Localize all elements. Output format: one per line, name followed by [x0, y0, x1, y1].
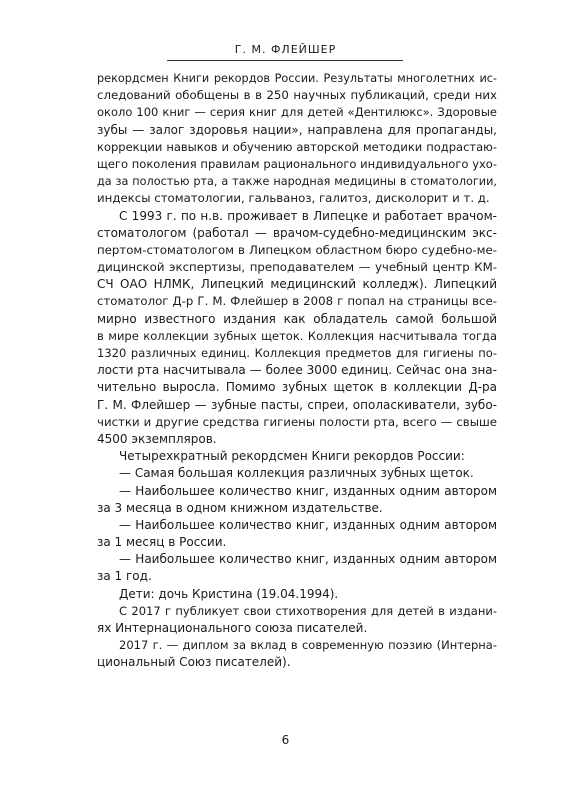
page-body-text: [97, 70, 497, 672]
page-number: 6: [281, 733, 290, 747]
text-line: С 1993 г. по н.в. проживает в Липецке и работает врачом-: [119, 208, 497, 223]
text-line: коррекции навыков и обучению авторской методики подрастаю-: [97, 139, 497, 154]
text-line: С 2017 г публикует свои стихотворения для детей в издани-: [119, 603, 497, 618]
text-line: мирно известного издания как обладатель самой большой: [97, 311, 497, 326]
text-line: чительно выросла. Помимо зубных щеток в коллекции Д-ра: [97, 380, 497, 395]
text-line: пертом-стоматологом в Липецком областном бюро судебно-ме-: [97, 242, 497, 257]
text-line: — Самая большая коллекция различных зубных щеток.: [119, 466, 474, 481]
text-line: следований обобщены в в 250 научных публикаций, среди них: [97, 88, 497, 103]
text-line: около 100 книг — серия книг для детей «Дентилюкс». Здоровые: [97, 105, 497, 120]
text-line: за 3 месяца в одном книжном издательстве.: [97, 500, 383, 515]
text-line: за 1 месяц в России.: [97, 535, 227, 550]
text-line: 4500 экземпляров.: [97, 431, 217, 446]
text-line: — Наибольшее количество книг, изданных одним автором: [119, 483, 497, 498]
text-line: стоматолог Д-р Г. М. Флейшер в 2008 г попал на страницы все-: [97, 294, 497, 309]
text-line: рекордсмен Книги рекордов России. Результаты многолетних ис-: [97, 72, 497, 85]
text-line: в мире коллекции зубных щеток. Коллекция насчитывала тогда: [97, 328, 497, 343]
text-line: 1320 различных единиц. Коллекция предметов для гигиены по-: [97, 346, 497, 360]
text-line: стоматологом (работал — врачом-судебно-медицинским экс-: [97, 225, 497, 240]
text-line: Г. М. Флейшер — зубные пасты, спреи, ополаскиватели, зубо-: [97, 397, 497, 412]
text-line: СЧ ОАО НЛМК, Липецкий медицинский колледж). Липецкий: [97, 277, 497, 292]
text-line: щего поколения правилам рационального индивидуального ухо-: [97, 156, 497, 171]
text-line: Дети: дочь Кристина (19.04.1994).: [119, 586, 339, 601]
text-line: чистки и другие средства гигиены полости рта, всего — свыше: [97, 414, 497, 429]
text-line: лости рта насчитывала — более 3000 единиц. Сейчас она зна-: [97, 363, 497, 378]
text-line: — Наибольшее количество книг, изданных одним автором: [119, 517, 497, 532]
text-line: 2017 г. — диплом за вклад в современную поэзию (Интерна-: [119, 638, 497, 653]
text-line: индексы стоматологии, гальваноз, галитоз, дисколорит и т. д.: [97, 191, 490, 206]
text-line: зубы — залог здоровья нации», направлена для пропаганды,: [97, 122, 497, 137]
text-line: дицинской экспертизы, преподавателем — учебный центр КМ-: [97, 260, 497, 275]
running-header-title: Г. М. ФЛЕЙШЕР: [234, 43, 337, 56]
text-line: циональный Союз писателей).: [97, 655, 291, 670]
text-line: ях Интернационального союза писателей.: [97, 621, 368, 635]
text-line: да за полостью рта, а также народная медицины в стоматологии,: [97, 175, 497, 189]
header-rule: [167, 60, 403, 61]
text-line: Четырехкратный рекордсмен Книги рекордов России:: [119, 449, 465, 464]
text-line: — Наибольшее количество книг, изданных одним автором: [119, 552, 497, 567]
text-line: за 1 год.: [97, 569, 152, 584]
